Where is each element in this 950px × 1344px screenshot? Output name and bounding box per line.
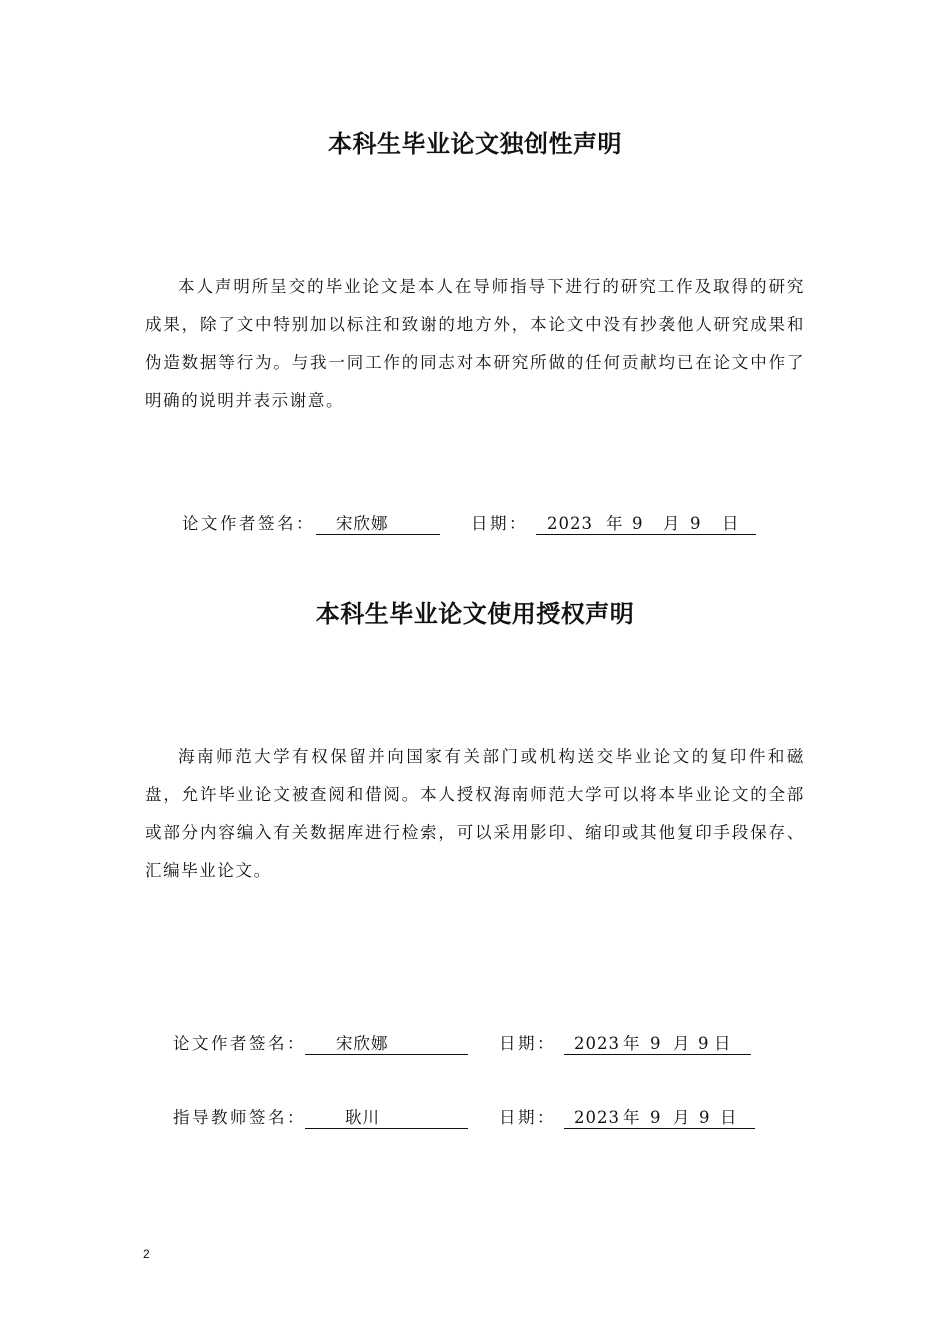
author-signature-field: [305, 1032, 468, 1055]
date-day: 9: [699, 1108, 711, 1127]
date-day-unit: 日: [714, 1034, 732, 1053]
usage-authorization-title: 本科生毕业论文使用授权声明: [315, 600, 635, 628]
author-name: 宋欣娜: [336, 1034, 389, 1053]
date-year-unit: 年: [623, 1034, 641, 1053]
author-signature-line: [0, 1032, 950, 1056]
advisor-signature-line: [0, 1106, 950, 1130]
date-field: [564, 1106, 755, 1129]
advisor-signature-field: [305, 1106, 468, 1129]
date-label: 日期：: [499, 1108, 556, 1127]
date-year-unit: 年: [623, 1108, 641, 1127]
date-day-unit: 日: [722, 514, 740, 533]
originality-signature-line: [0, 512, 950, 536]
advisor-signature-label: 指导教师签名：: [173, 1108, 306, 1127]
date-year-unit: 年: [606, 514, 624, 533]
author-signature-label: 论文作者签名：: [182, 514, 315, 533]
advisor-name: 耿川: [345, 1108, 380, 1127]
originality-declaration-title: 本科生毕业论文独创性声明: [328, 130, 622, 158]
date-day: 9: [698, 1034, 710, 1053]
date-day: 9: [690, 514, 702, 533]
date-month: 9: [650, 1108, 662, 1127]
date-month-unit: 月: [673, 1034, 691, 1053]
date-day-unit: 日: [720, 1108, 738, 1127]
author-signature-field: [316, 512, 440, 535]
date-field: [564, 1032, 751, 1055]
date-month-unit: 月: [673, 1108, 691, 1127]
page-number: 2: [143, 1247, 150, 1261]
author-name: 宋欣娜: [336, 514, 389, 533]
date-field: [536, 512, 756, 535]
originality-declaration-text: 本人声明所呈交的毕业论文是本人在导师指导下进行的研究工作及取得的研究成果，除了文中特别加以标注和致谢的地方外，本论文中没有抄袭他人研究成果和伪造数据等行为。与我一同工作的同志对本研究所做的任何贡献均已在论文中作了明确的说明并表示谢意。: [145, 277, 805, 410]
date-month: 9: [650, 1034, 662, 1053]
date-year: 2023: [574, 1108, 620, 1127]
usage-authorization-text: 海南师范大学有权保留并向国家有关部门或机构送交毕业论文的复印件和磁盘，允许毕业论文被查阅和借阅。本人授权海南师范大学可以将本毕业论文的全部或部分内容编入有关数据库进行检索，可以采用影印、缩印或其他复印手段保存、汇编毕业论文。: [145, 747, 805, 880]
author-signature-label: 论文作者签名：: [173, 1034, 306, 1053]
date-month-unit: 月: [663, 514, 681, 533]
date-label: 日期：: [499, 1034, 556, 1053]
date-year: 2023: [574, 1034, 620, 1053]
date-label: 日期：: [471, 514, 528, 533]
date-year: 2023: [547, 514, 593, 533]
date-month: 9: [632, 514, 644, 533]
